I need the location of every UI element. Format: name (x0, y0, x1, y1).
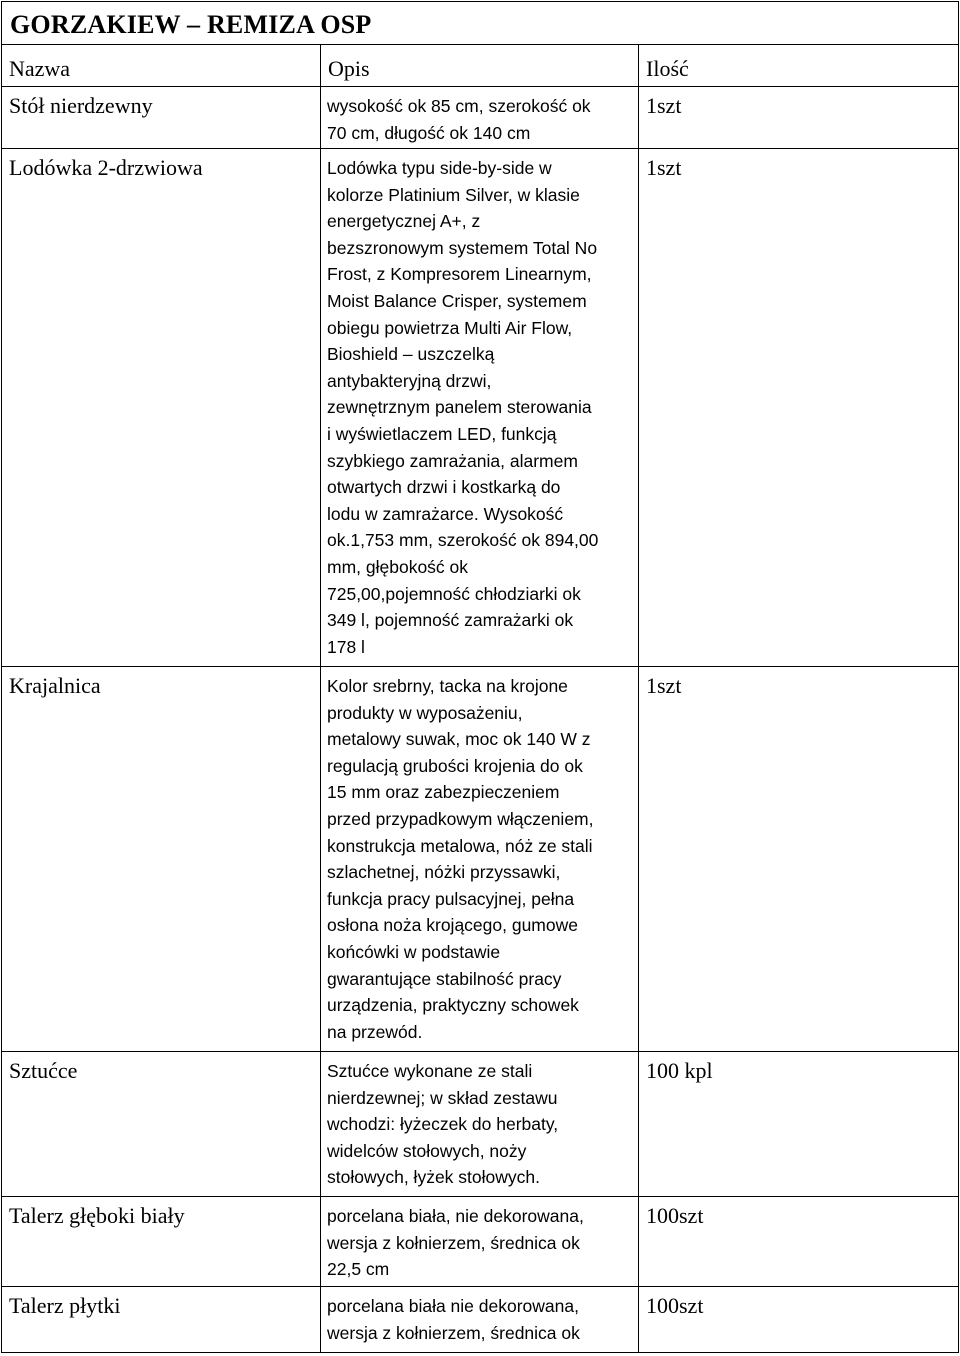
item-quantity: 100szt (639, 1287, 959, 1353)
item-description (321, 149, 639, 667)
column-header-name: Nazwa (2, 45, 321, 87)
item-name: Krajalnica (2, 667, 321, 1052)
item-description-text: porcelana biała, nie dekorowana, wersja z kołnierzem, średnica ok 22,5 cm (327, 1206, 584, 1280)
header-row (2, 45, 959, 87)
equipment-table (1, 1, 959, 1353)
item-description-text: Kolor srebrny, tacka na krojone produkty w wyposażeniu, metalowy suwak, moc ok 140 W z regulacją grubości krojenia do ok 15 mm oraz zabezpieczeniem przed przypadkowym włączeniem, konstrukcja metalowa, nóż ze stali szlachetnej, nóżki przyssawki, funkcja pracy pulsacyjnej, pełna osłona noża krojącego, gumowe końcówki w podstawie gwarantujące stabilność pracy urządzenia, praktyczny schowek na przewód. (327, 676, 594, 1042)
item-name: Talerz głęboki biały (2, 1197, 321, 1287)
table-row (2, 87, 959, 149)
item-quantity: 100 kpl (639, 1052, 959, 1197)
document-title: GORZAKIEW – REMIZA OSP (2, 2, 959, 45)
item-quantity: 1szt (639, 149, 959, 667)
item-description (321, 1287, 639, 1353)
item-quantity: 1szt (639, 87, 959, 149)
item-description (321, 667, 639, 1052)
table-row (2, 149, 959, 667)
item-description (321, 1197, 639, 1287)
column-header-description: Opis (321, 45, 639, 87)
item-quantity: 1szt (639, 667, 959, 1052)
table-row (2, 1052, 959, 1197)
table-row (2, 1197, 959, 1287)
item-name: Talerz płytki (2, 1287, 321, 1353)
item-description-text: porcelana biała nie dekorowana, wersja z kołnierzem, średnica ok (327, 1296, 580, 1343)
item-name: Lodówka 2-drzwiowa (2, 149, 321, 667)
item-description (321, 87, 639, 149)
column-header-quantity: Ilość (639, 45, 959, 87)
title-row (2, 2, 959, 45)
item-name: Stół nierdzewny (2, 87, 321, 149)
table-row (2, 1287, 959, 1353)
item-description-text: Sztućce wykonane ze stali nierdzewnej; w skład zestawu wchodzi: łyżeczek do herbaty, widelców stołowych, noży stołowych, łyżek stołowych. (327, 1061, 559, 1188)
table-row (2, 667, 959, 1052)
item-description (321, 1052, 639, 1197)
item-description-text: wysokość ok 85 cm, szerokość ok 70 cm, długość ok 140 cm (327, 96, 591, 143)
item-quantity: 100szt (639, 1197, 959, 1287)
item-description-text: Lodówka typu side-by-side w kolorze Platinium Silver, w klasie energetycznej A+, z bezszronowym systemem Total No Frost, z Kompresorem Linearnym, Moist Balance Crisper, systemem obiegu powietrza Multi Air Flow, Bioshield – uszczelką antybakteryjną drzwi, zewnętrznym panelem sterowania i wyświetlaczem LED, funkcją szybkiego zamrażania, alarmem otwartych drzwi i kostkarką do lodu w zamrażarce. Wysokość ok.1,753 mm, szerokość ok 894,00 mm, głębokość ok 725,00,pojemność chłodziarki ok 349 l, pojemność zamrażarki ok 178 l (327, 158, 599, 657)
item-name: Sztućce (2, 1052, 321, 1197)
